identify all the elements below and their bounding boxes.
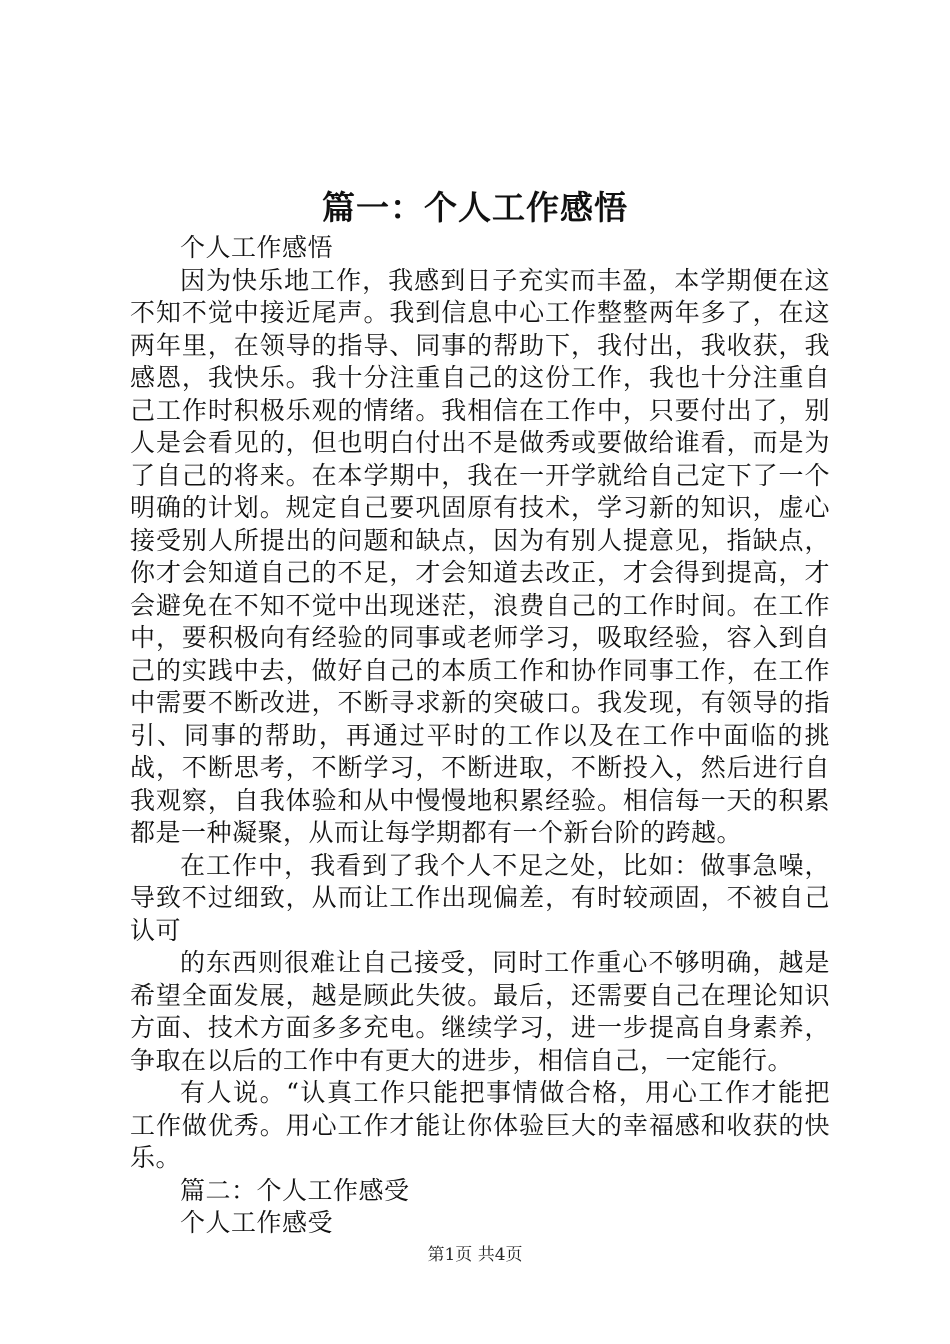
paragraph-body-1: 因为快乐地工作，我感到日子充实而丰盈，本学期便在这不知不觉中接近尾声。我到信息中心工作整整两年多了，在这两年里，在领导的指导、同事的帮助下，我付出，我收获，我感恩，我快乐。我十分注重自己的这份工作，我也十分注重自己工作时积极乐观的情绪。我相信在工作中，只要付出了，别人是会看见的，但也明白付出不是做秀或要做给谁看，而是为了自己的将来。在本学期中，我在一开学就给自己定下了一个明确的计划。规定自己要巩固原有技术，学习新的知识，虚心接受别人所提出的问题和缺点，因为有别人提意见，指缺点，你才会知道自己的不足，才会知道去改正，才会得到提高，才会避免在不知不觉中出现迷茫，浪费自己的工作时间。在工作中，要积极向有经验的同事或老师学习，吸取经验，容入到自己的实践中去，做好自己的本质工作和协作同事工作，在工作中需要不断改进，不断寻求新的突破口。我发现，有领导的指引、同事的帮助，再通过平时的工作以及在工作中面临的挑战，不断思考，不断学习，不断进取，不断投入，然后进行自我观察，自我体验和从中慢慢地积累经验。相信每一天的积累都是一种凝聚，从而让每学期都有一个新台阶的跨越。: [130, 265, 830, 847]
paragraph-body-2: 在工作中，我看到了我个人不足之处，比如：做事急噪，导致不过细致，从而让工作出现偏差，有时较顽固，不被自己认可: [130, 850, 830, 945]
paragraph-body-3: 的东西则很难让自己接受，同时工作重心不够明确，越是希望全面发展，越是顾此失彼。最后，还需要自己在理论知识方面、技术方面多多充电。继续学习，进一步提高自身素养，争取在以后的工作中有更大的进步，相信自己，一定能行。: [130, 948, 830, 1075]
paragraph-subtitle: 个人工作感悟: [180, 233, 334, 262]
document-body: [130, 232, 830, 1240]
paragraph-subtitle-2: 个人工作感受: [180, 1208, 334, 1237]
page-footer: 第1页 共4页: [427, 1245, 523, 1265]
section-heading-2: 篇二：个人工作感受: [180, 1175, 410, 1205]
document-title: 篇一：个人工作感悟: [322, 188, 628, 227]
paragraph-body-4: 有人说。“认真工作只能把事情做合格，用心工作才能把工作做优秀。用心工作才能让你体验巨大的幸福感和收获的快乐。: [130, 1078, 830, 1172]
